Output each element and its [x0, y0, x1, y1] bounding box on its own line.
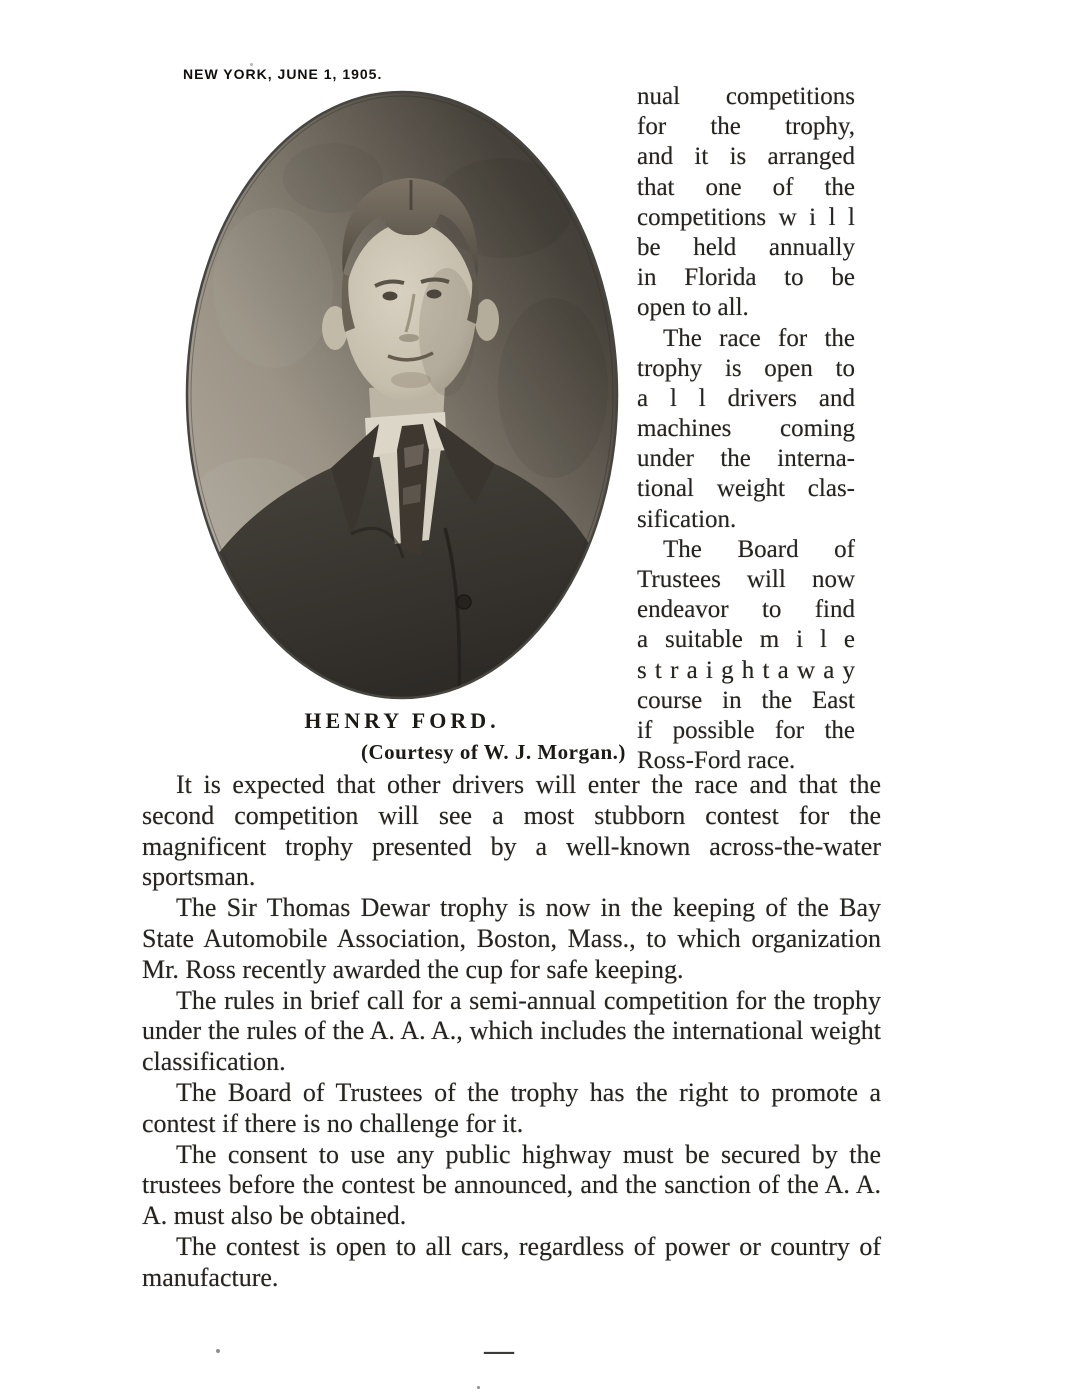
section-divider: —	[484, 1334, 514, 1367]
column-line: Trustees will now	[637, 566, 855, 593]
column-line: a l l drivers and	[637, 384, 855, 412]
portrait-caption-name: HENRY FORD.	[304, 708, 500, 733]
henry-ford-portrait	[183, 88, 621, 702]
column-line: be held annually	[637, 233, 855, 261]
jacket-button	[457, 595, 471, 609]
ink-speck	[477, 1386, 480, 1389]
column-line: if possible for the	[637, 716, 855, 744]
column-line: open to all.	[637, 294, 749, 322]
column-line: tional weight clas-	[637, 475, 855, 503]
column-line: in Florida to be	[637, 264, 855, 292]
column-line: trophy is open to	[637, 354, 855, 382]
column-line: The race for the	[663, 324, 855, 352]
right-eye	[427, 290, 442, 299]
body-paragraph-6: The contest is open to all cars, regardless of power or country of manufacture.	[142, 1231, 881, 1292]
column-line: sification.	[637, 505, 737, 533]
column-line: s t r a i g h t a w a y	[637, 656, 855, 684]
right-ear	[475, 299, 499, 341]
nose-shadow	[399, 334, 419, 342]
ink-speck	[216, 1349, 220, 1353]
body-paragraph-4: The Board of Trustees of the trophy has the right to promote a contest if there is no challenge for it.	[142, 1077, 881, 1138]
portrait-photo-illustration	[183, 88, 621, 702]
column-line: course in the East	[637, 686, 855, 714]
column-line: for the trophy,	[637, 113, 855, 141]
chin-shadow	[391, 372, 431, 388]
column-line: that one of the	[637, 173, 855, 201]
column-line: under the interna-	[637, 445, 855, 473]
body-paragraph-3: The rules in brief call for a semi-annual competition for the trophy under the rules of the A. A. A., which includes the international weight classification.	[142, 985, 881, 1077]
column-line: and it is arranged	[637, 143, 855, 171]
left-eye	[383, 292, 398, 301]
right-column-text	[637, 82, 855, 776]
ink-speck	[250, 63, 253, 66]
column-line: a suitable m i l e	[637, 626, 855, 654]
column-line: machines coming	[637, 415, 855, 443]
body-paragraph-2: The Sir Thomas Dewar trophy is now in the keeping of the Bay State Automobile Association, Boston, Mass., to which organization Mr. Ross recently awarded the cup for safe keeping.	[142, 893, 881, 984]
dateline: NEW YORK, JUNE 1, 1905.	[183, 66, 383, 82]
body-paragraph-5: The consent to use any public highway must be secured by the trustees before the contest be announced, and the sanction of the A. A. A. must also be obtained.	[142, 1139, 881, 1231]
column-line: Ross-Ford race.	[637, 747, 796, 775]
article-body	[142, 770, 881, 1294]
column-line: The Board of	[663, 535, 855, 563]
column-line: competitions w i l l	[637, 203, 855, 231]
column-line: nual competitions	[637, 83, 855, 110]
portrait-caption-credit: (Courtesy of W. J. Morgan.)	[361, 740, 626, 764]
column-line: endeavor to find	[637, 596, 855, 624]
body-paragraph-1: It is expected that other drivers will enter the race and that the second competition will see a most stubborn contest for the magnificent trophy presented by a well-known across-the-water sportsman.	[142, 770, 881, 892]
